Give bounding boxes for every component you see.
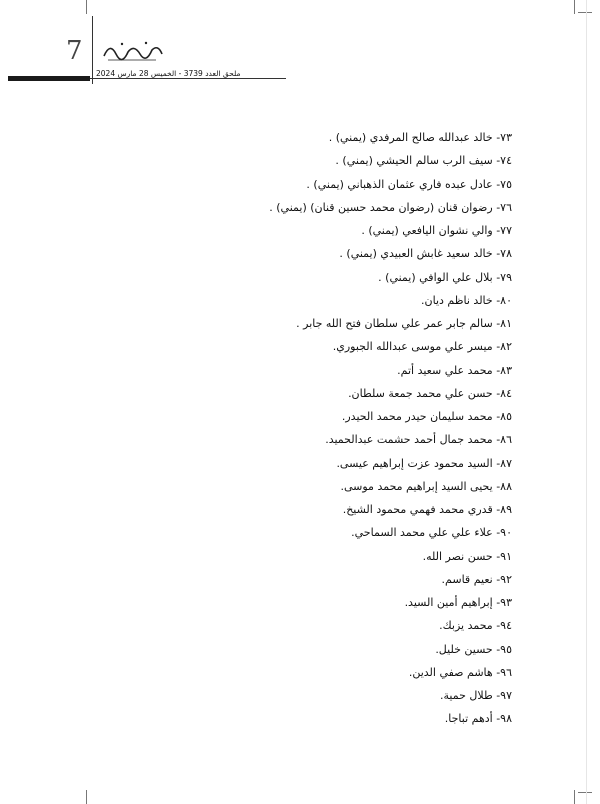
list-item: ٨٤- حسن علي محمد جمعة سلطان. <box>348 386 512 400</box>
list-item: ٨٠- خالد ناظم ديان. <box>421 293 512 307</box>
list-item: ٨١- سالم جابر عمر علي سلطان فتح الله جابر . <box>296 317 512 330</box>
page-edge <box>586 0 587 804</box>
list-item: ٨٣- محمد علي سعيد أتم. <box>397 363 512 377</box>
list-item: ٩٤- محمد يزبك. <box>439 619 512 633</box>
list-item: ٩٥- حسين خليل. <box>435 642 512 656</box>
list-item: ٩٢- نعيم قاسم. <box>441 572 512 586</box>
list-item: ٩٣- إبراهيم أمين السيد. <box>404 596 512 609</box>
list-item: ٧٩- بلال علي الوافي (يمني) . <box>378 270 512 284</box>
list-item: ٩٧- طلال حمية. <box>440 689 512 702</box>
list-item: ٧٣- خالد عبدالله صالح المرفدي (يمني) . <box>328 131 512 144</box>
crop-mark <box>86 790 87 804</box>
list-item: ٨٢- ميسر علي موسى عبدالله الجبوري. <box>332 340 512 354</box>
list-item: ٩٠- علاء علي علي محمد السماحي. <box>351 526 512 540</box>
list-item: ٧٥- عادل عبده فاري عثمان الذهباني (يمني) . <box>306 177 512 191</box>
page-header <box>0 0 600 90</box>
names-list <box>52 126 512 731</box>
list-item: ٨٨- يحيى السيد إبراهيم محمد موسى. <box>340 479 512 493</box>
masthead-logo <box>100 36 164 64</box>
list-item: ٩٦- هاشم صفي الدين. <box>408 665 512 679</box>
header-rule-thin <box>90 78 286 79</box>
list-item: ٨٧- السيد محمود عزت إبراهيم عيسى. <box>336 456 512 470</box>
list-item: ٨٦- محمد جمال أحمد حشمت عبدالحميد. <box>325 433 512 447</box>
list-item: ٧٧- والي نشوان اليافعي (يمني) . <box>361 224 512 237</box>
list-item: ٨٥- محمد سليمان حيدر محمد الحيدر. <box>341 410 512 423</box>
list-item: ٧٨- خالد سعيد غابش العبيدي (يمني) . <box>339 247 512 261</box>
header-rule-thick <box>8 76 90 81</box>
header-divider <box>92 16 93 84</box>
list-item: ٨٩- قدري محمد فهمي محمود الشيخ. <box>342 503 512 516</box>
list-item: ٧٤- سيف الرب سالم الحيشي (يمني) . <box>335 154 512 168</box>
list-item: ٩٨- أدهم تباجا. <box>444 712 512 726</box>
issue-line: ملحق العدد 3739 - الخميس 28 مارس 2024 <box>96 69 241 78</box>
masthead-logo-icon <box>100 36 164 64</box>
list-item: ٩١- حسن نصر الله. <box>422 549 512 563</box>
crop-mark <box>574 790 575 804</box>
page-number: 7 <box>66 36 83 66</box>
list-item: ٧٦- رضوان قنان (رضوان محمد حسين قنان) (يمني) . <box>269 200 512 214</box>
crop-mark <box>578 792 592 793</box>
